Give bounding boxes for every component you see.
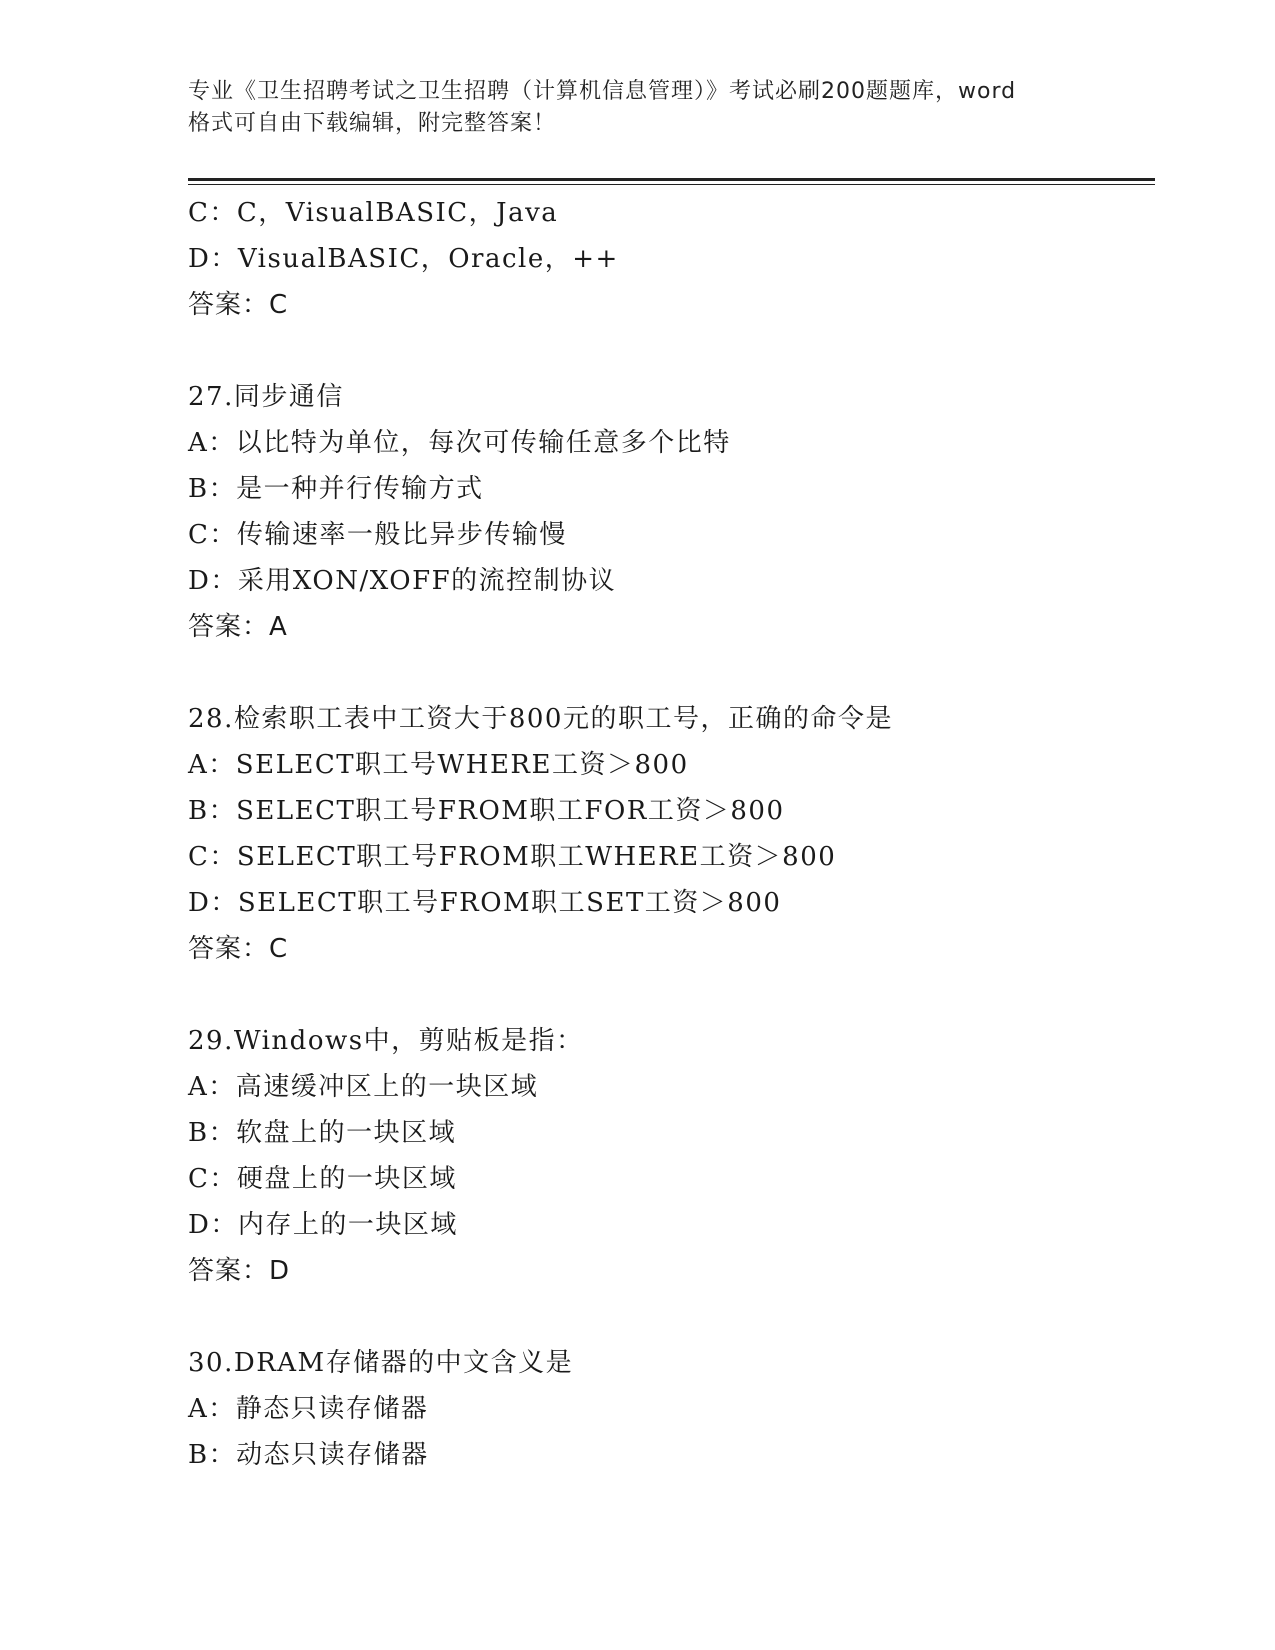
option-b: B：SELECT职工号FROM职工FOR工资＞800 [188, 796, 785, 826]
header-divider-thick [188, 178, 1155, 181]
question-list [188, 190, 1148, 1478]
option-a: A：静态只读存储器 [188, 1394, 429, 1424]
option-c: C：传输速率一般比异步传输慢 [188, 520, 567, 550]
spacer [188, 328, 1148, 374]
question-26-tail [188, 190, 1148, 328]
option-b: B：动态只读存储器 [188, 1440, 429, 1470]
option-c: C：C，VisualBASIC，Java [188, 198, 559, 228]
question-29 [188, 1018, 1148, 1294]
option-d: D：VisualBASIC，Oracle，++ [188, 244, 619, 274]
header-line-2: 格式可自由下载编辑，附完整答案！ [188, 111, 557, 136]
option-a: A：高速缓冲区上的一块区域 [188, 1072, 539, 1102]
option-d: D：内存上的一块区域 [188, 1210, 458, 1240]
header-line-1: 专业《卫生招聘考试之卫生招聘（计算机信息管理）》考试必刷200题题库，word [188, 79, 1017, 104]
option-d: D：采用XON/XOFF的流控制协议 [188, 566, 617, 596]
option-d: D：SELECT职工号FROM职工SET工资＞800 [188, 888, 782, 918]
question-30 [188, 1340, 1148, 1478]
option-b: B：是一种并行传输方式 [188, 474, 484, 504]
answer-line: 答案：C [188, 290, 289, 320]
spacer [188, 972, 1148, 1018]
option-b: B：软盘上的一块区域 [188, 1118, 457, 1148]
option-a: A：SELECT职工号WHERE工资＞800 [188, 750, 689, 780]
document-header [188, 76, 1088, 140]
question-28 [188, 696, 1148, 972]
option-c: C：SELECT职工号FROM职工WHERE工资＞800 [188, 842, 837, 872]
header-divider-thin [188, 184, 1155, 185]
answer-line: 答案：A [188, 612, 288, 642]
question-27 [188, 374, 1148, 650]
question-title: 28.检索职工表中工资大于800元的职工号，正确的命令是 [188, 704, 893, 734]
spacer [188, 1294, 1148, 1340]
spacer [188, 650, 1148, 696]
option-a: A：以比特为单位，每次可传输任意多个比特 [188, 428, 731, 458]
question-title: 29.Windows中，剪贴板是指： [188, 1026, 584, 1056]
answer-line: 答案：C [188, 934, 289, 964]
question-title: 30.DRAM存储器的中文含义是 [188, 1348, 574, 1378]
option-c: C：硬盘上的一块区域 [188, 1164, 457, 1194]
question-title: 27.同步通信 [188, 382, 344, 412]
answer-line: 答案：D [188, 1256, 291, 1286]
